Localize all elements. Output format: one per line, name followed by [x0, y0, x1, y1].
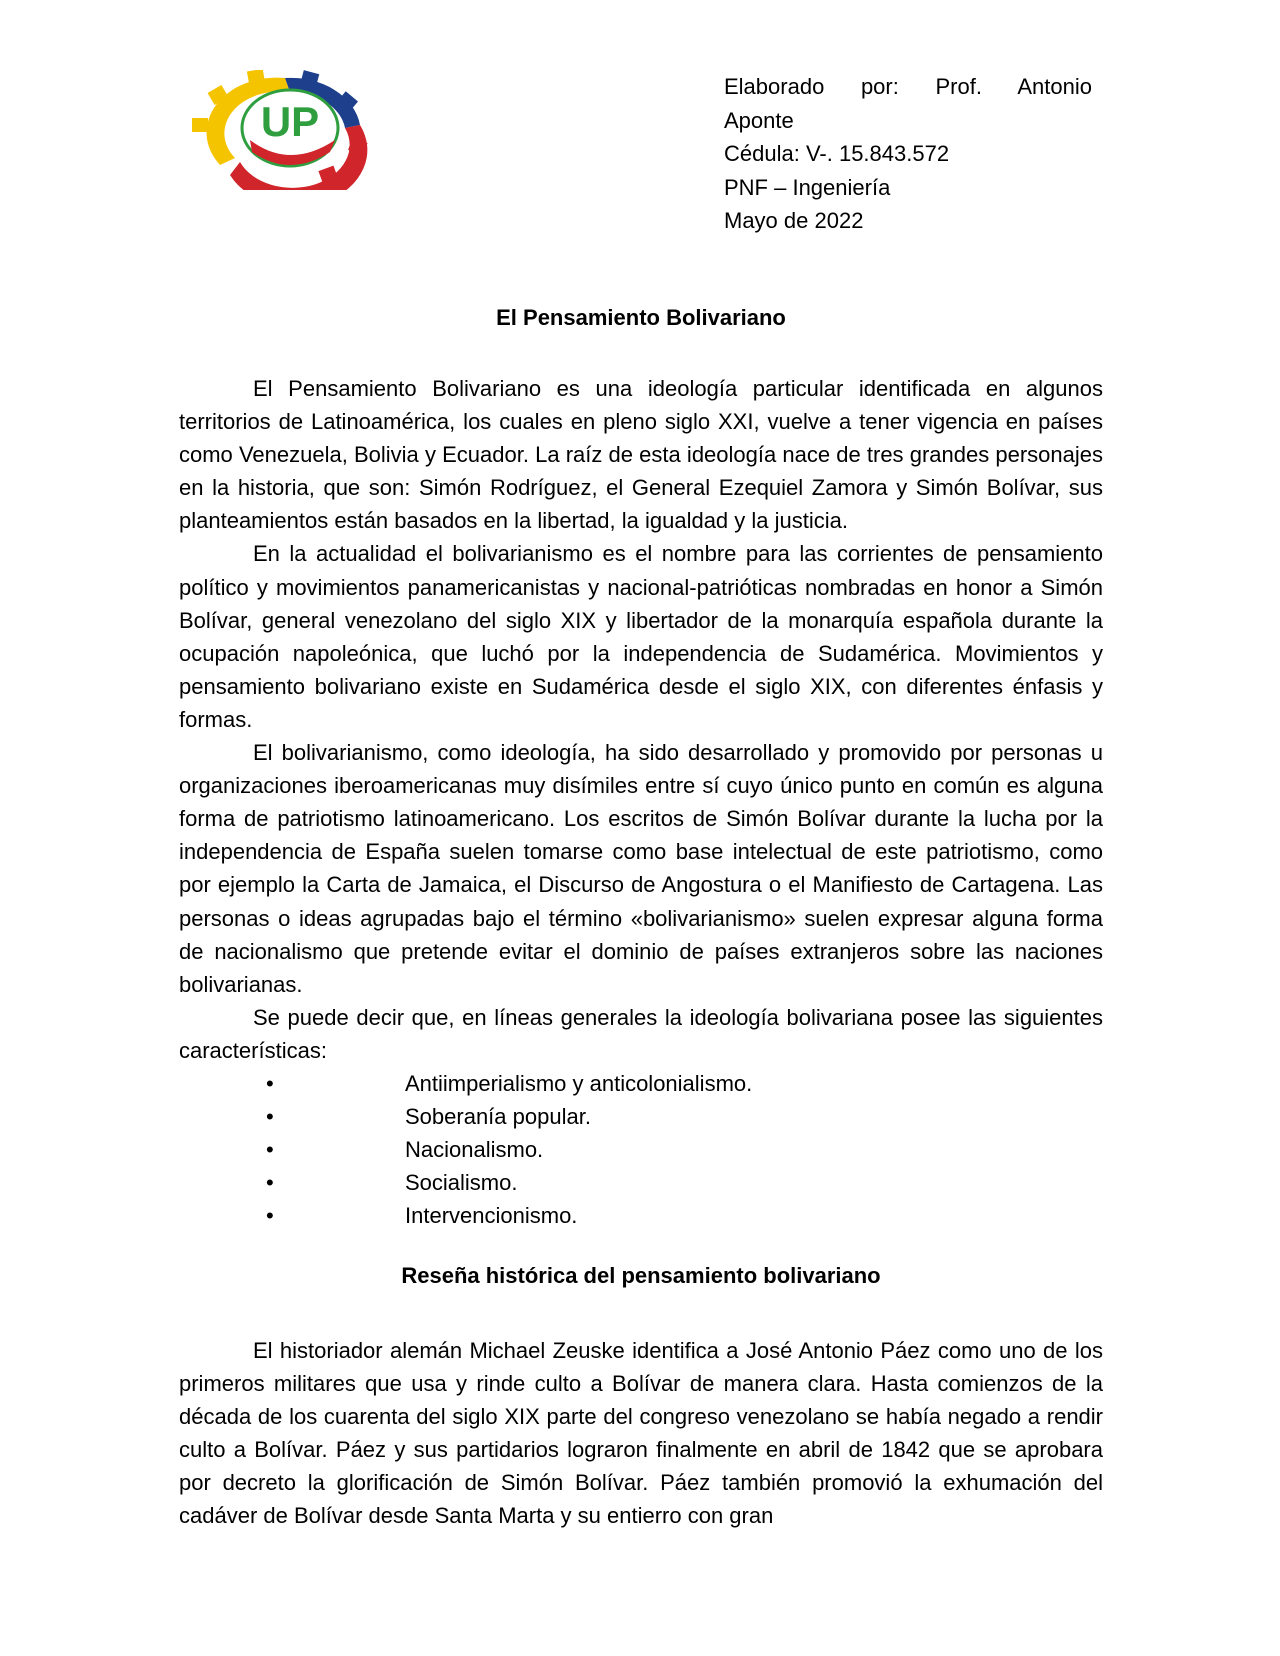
- paragraph: Se puede decir que, en líneas generales la ideología bolivariana posee las siguientes características:: [179, 1004, 1103, 1063]
- author-line: Elaborado por: Prof. Antonio: [724, 74, 1092, 99]
- list-item: [179, 1166, 1103, 1199]
- list-item: [179, 1133, 1103, 1166]
- section-title: El Pensamiento Bolivariano: [496, 305, 786, 330]
- gear-logo-icon: [190, 70, 370, 190]
- bullet-icon: •: [266, 1137, 274, 1163]
- bullet-icon: •: [266, 1070, 274, 1096]
- program-line: PNF – Ingeniería: [724, 174, 891, 200]
- bullet-icon: •: [266, 1104, 274, 1130]
- paragraph: El Pensamiento Bolivariano es una ideología particular identificada en algunos territorios de Latinoamérica, los cuales en pleno siglo XXI, vuelve a tener vigencia en países como Venezuela, Bolivia y Ecuador. La raíz de esta ideología nace de tres grandes personajes en la historia, que son: Simón Rodríguez, el General Ezequiel Zamora y Simón Bolívar, sus planteamientos están basados en la libertad, la igualdad y la justicia.: [179, 376, 1103, 534]
- cedula-line: Cédula: V-. 15.843.572: [724, 141, 950, 166]
- list-item-text: Soberanía popular.: [405, 1104, 591, 1130]
- author-name-continued: Aponte: [724, 107, 794, 133]
- university-logo: [190, 70, 370, 190]
- list-item-text: Intervencionismo.: [405, 1203, 578, 1229]
- section-body: [179, 372, 1103, 1232]
- list-item: [179, 1100, 1103, 1133]
- bullet-icon: •: [266, 1170, 274, 1196]
- paragraph: El bolivarianismo, como ideología, ha sido desarrollado y promovido por personas u organizaciones iberoamericanas muy disímiles entre sí cuyo único punto en común es alguna forma de patriotismo latinoamericano. Los escritos de Simón Bolívar durante la lucha por la independencia de España suelen tomarse como base intelectual de este patriotismo, como por ejemplo la Carta de Jamaica, el Discurso de Angostura o el Manifiesto de Cartagena. Las personas o ideas agrupadas bajo el término «bolivarianismo» suelen expresar alguna forma de nacionalismo que pretende evitar el dominio de países extranjeros sobre las naciones bolivarianas.: [179, 740, 1103, 997]
- list-item: [179, 1199, 1103, 1232]
- paragraph: El historiador alemán Michael Zeuske identifica a José Antonio Páez como uno de los primeros militares que usa y rinde culto a Bolívar de manera clara. Hasta comienzos de la década de los cuarenta del siglo XIX parte del congreso venezolano se había negado a rendir culto a Bolívar. Páez y sus partidarios lograron finalmente en abril de 1842 que se aprobara por decreto la glorificación de Simón Bolívar. Páez también promovió la exhumación del cadáver de Bolívar desde Santa Marta y su entierro con gran: [179, 1338, 1103, 1529]
- list-item-text: Nacionalismo.: [405, 1137, 544, 1163]
- paragraph: En la actualidad el bolivarianismo es el nombre para las corrientes de pensamiento político y movimientos panamericanistas y nacional-patrióticas nombradas en honor a Simón Bolívar, general venezolano del siglo XIX y libertador de la monarquía española durante la ocupación napoleónica, que luchó por la independencia de Sudamérica. Movimientos y pensamiento bolivariano existe en Sudamérica desde el siglo XIX, con diferentes énfasis y formas.: [179, 541, 1103, 732]
- bullet-icon: •: [266, 1203, 274, 1229]
- list-item: [179, 1067, 1103, 1100]
- section-title: Reseña histórica del pensamiento bolivariano: [401, 1263, 881, 1288]
- list-item-text: Socialismo.: [405, 1170, 518, 1196]
- logo-letters: UP: [260, 98, 320, 145]
- author-block: [724, 70, 1092, 238]
- date-line: Mayo de 2022: [724, 208, 864, 233]
- section-body: [179, 1334, 1103, 1533]
- characteristics-list: [179, 1067, 1103, 1232]
- list-item-text: Antiimperialismo y anticolonialismo.: [405, 1070, 753, 1096]
